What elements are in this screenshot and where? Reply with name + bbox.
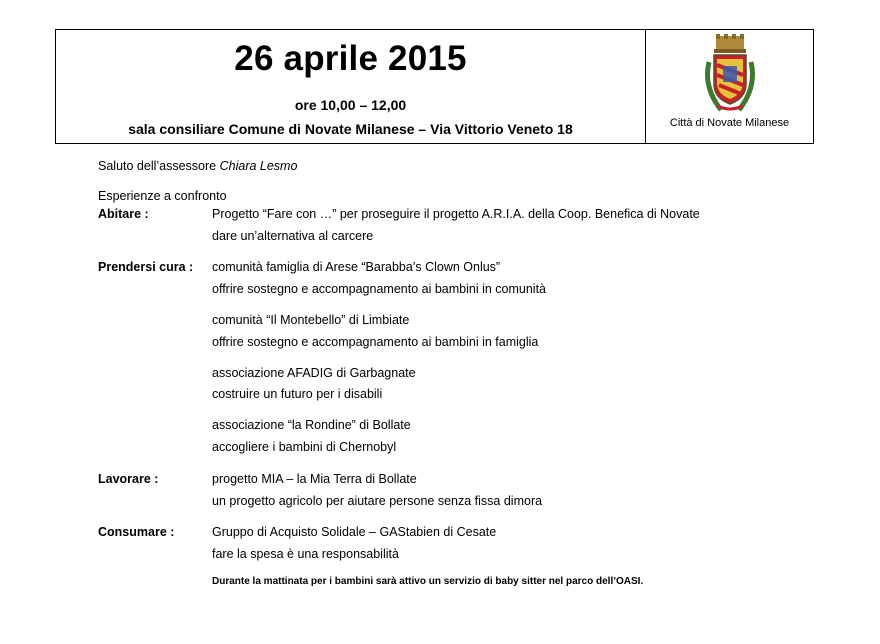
section-label-prendersi-cura: Prendersi cura : — [98, 260, 194, 274]
entry-title: Gruppo di Acquisto Solidale – GAStabien di Cesate — [212, 525, 497, 539]
section-label-consumare: Consumare : — [98, 525, 175, 539]
entry-subtitle: offrire sostegno e accompagnamento ai bambini in famiglia — [212, 335, 539, 349]
event-date: 26 aprile 2015 — [234, 39, 467, 78]
entry-title: associazione AFADIG di Garbagnate — [212, 366, 416, 380]
entry-subtitle: accogliere i bambini di Chernobyl — [212, 440, 397, 454]
assessor-name: Chiara Lesmo — [219, 159, 298, 173]
experiences-heading: Esperienze a confronto — [98, 189, 227, 203]
section-label-abitare: Abitare : — [98, 207, 149, 221]
entry-title: Progetto “Fare con …” per proseguire il progetto A.R.I.A. della Coop. Benefica di Novate — [212, 207, 700, 221]
section-label-lavorare: Lavorare : — [98, 472, 159, 486]
entry-title: associazione “la Rondine” di Bollate — [212, 418, 411, 432]
city-emblem-panel — [646, 30, 813, 143]
entry-subtitle: costruire un futuro per i disabili — [212, 387, 383, 401]
greeting-line — [98, 159, 297, 173]
event-location: sala consiliare Comune di Novate Milanese – Via Vittorio Veneto 18 — [128, 121, 573, 137]
event-info — [56, 30, 646, 143]
entry-subtitle: offrire sostegno e accompagnamento ai bambini in comunità — [212, 282, 546, 296]
entry-title: progetto MIA – la Mia Terra di Bollate — [212, 472, 417, 486]
event-time: ore 10,00 – 12,00 — [294, 97, 407, 113]
city-name: Città di Novate Milanese — [669, 117, 790, 129]
entry-title: comunità famiglia di Arese “Barabba’s Clown Onlus” — [212, 260, 501, 274]
coat-of-arms-icon — [701, 32, 759, 116]
entry-title: comunità “Il Montebello” di Limbiate — [212, 313, 410, 327]
entry-subtitle: un progetto agricolo per aiutare persone senza fissa dimora — [212, 494, 543, 508]
greeting-prefix: Saluto dell’assessore — [98, 159, 220, 173]
entry-subtitle: dare un’alternativa al carcere — [212, 229, 374, 243]
header-box — [55, 29, 814, 144]
babysitter-note: Durante la mattinata per i bambini sarà attivo un servizio di baby sitter nel parco dell’OASI. — [212, 576, 644, 587]
entry-subtitle: fare la spesa è una responsabilità — [212, 547, 399, 561]
